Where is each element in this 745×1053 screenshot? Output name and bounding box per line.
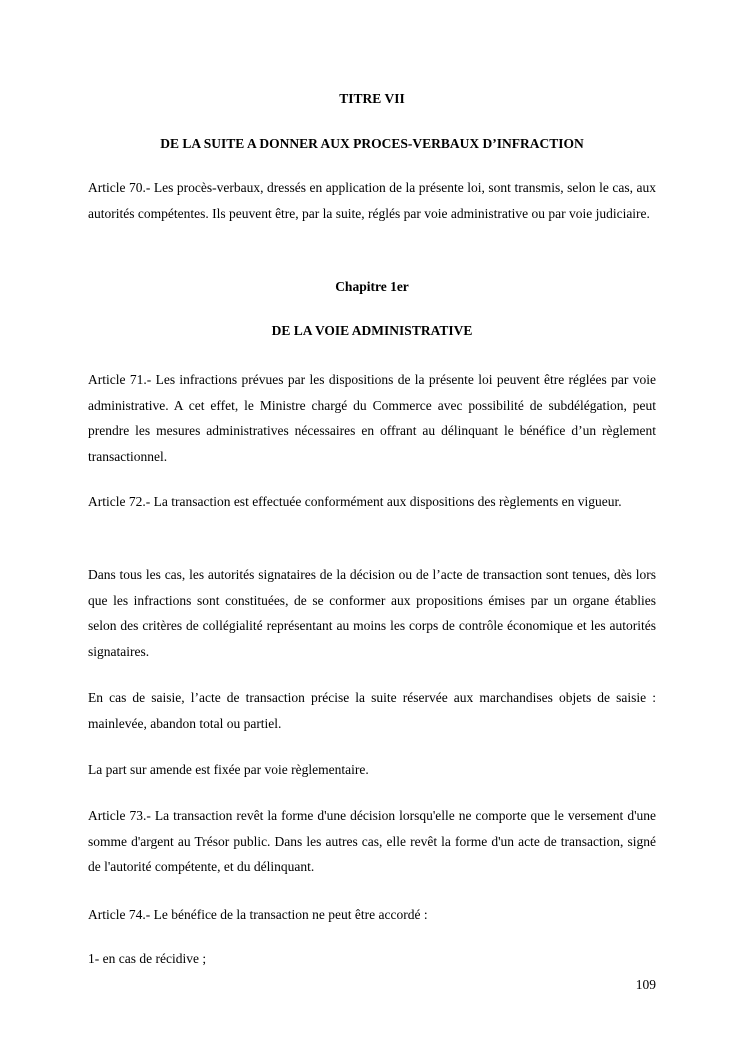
article-72-paragraph-3: En cas de saisie, l’acte de transaction précise la suite réservée aux marchandises objets de saisie : mainlevée, abandon total ou partiel. [88,690,656,731]
article-72-paragraph-4: La part sur amende est fixée par voie règlementaire. [88,762,369,777]
article-73-paragraph: Article 73.- La transaction revêt la forme d'une décision lorsqu'elle ne comporte que le versement d'une somme d'argent au Trésor public. Dans les autres cas, elle revêt la forme d'un acte de transaction, signé de l'autorité compétente, et du délinquant. [88,808,656,874]
article-70-paragraph: Article 70.- Les procès-verbaux, dressés en application de la présente loi, sont transmis, selon le cas, aux autorités compétentes. Ils peuvent être, par la suite, réglés par voie administrative ou par voie judiciaire. [88,180,656,221]
article-72-paragraph-2: Dans tous les cas, les autorités signataires de la décision ou de l’acte de transaction sont tenues, dès lors que les infractions sont constituées, de se conformer aux propositions émises par un organe établies selon des critères de collégialité représentant au moins les corps de contrôle économique et les autorités signataires. [88,567,656,659]
subtitle-heading: DE LA SUITE A DONNER AUX PROCES-VERBAUX D’INFRACTION [160,136,584,151]
page-number: 109 [635,977,656,992]
chapter-heading: Chapitre 1er [335,279,409,294]
article-72-paragraph: Article 72.- La transaction est effectuée conformément aux dispositions des règlements en vigueur. [88,494,622,509]
article-74-paragraph: Article 74.- Le bénéfice de la transaction ne peut être accordé : [88,907,428,922]
chapter-title-heading: DE LA VOIE ADMINISTRATIVE [271,323,473,338]
title-heading: TITRE VII [339,91,405,106]
list-item: 1- en cas de récidive ; [88,951,207,966]
article-71-paragraph: Article 71.- Les infractions prévues par les dispositions de la présente loi peuvent être réglées par voie administrative. A cet effet, le Ministre chargé du Commerce avec possibilité de subdélégation, peut prendre les mesures administratives nécessaires en offrant au délinquant le bénéfice d’un règlement transactionnel. [88,372,656,464]
